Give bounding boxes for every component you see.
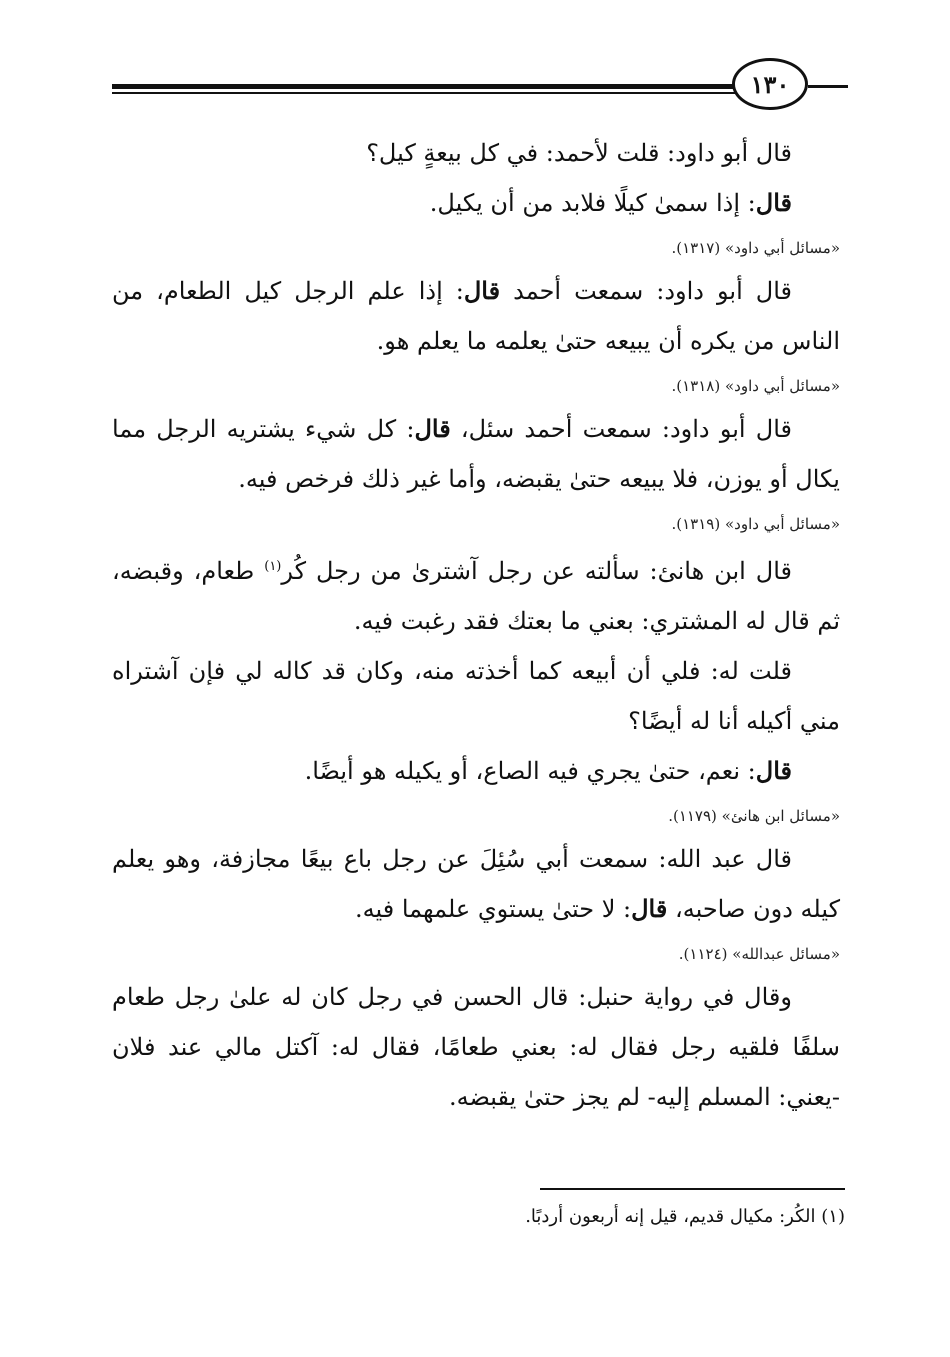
paragraph [112,128,840,178]
page-header [0,55,950,115]
citation: «مسائل أبي داود» (١٣١٩). [671,515,840,533]
keyword-qal: قال [414,414,451,443]
footnote-separator [540,1188,845,1190]
citation: «مسائل عبدالله» (١١٢٤). [678,945,840,963]
text-run: : إذا علم الرجل كيل الطعام، من الناس من يكره أن يبيعه حتىٰ يعلمه ما يعلم هو. [112,277,840,355]
citation: «مسائل أبي داود» (١٣١٧). [671,239,840,257]
text-run: قال أبو داود: قلت لأحمد: في كل بيعةٍ كيل؟ [366,139,792,167]
header-rule-thin [112,92,737,94]
text-run: قال ابن هانئ: سألته عن رجل آشترىٰ من رجل كُر [281,557,792,585]
keyword-qal: قال [631,894,668,923]
page-body [112,128,840,1122]
paragraph [112,178,840,228]
text-run: : إذا سمىٰ كيلًا فلابد من أن يكيل. [429,189,756,217]
page-number-badge [732,58,808,110]
header-rule-end [808,85,848,88]
keyword-qal: قال [755,756,792,785]
header-rule-thick [112,84,737,89]
footnote-ref: (١) [264,559,282,574]
paragraph [112,542,840,646]
citation: «مسائل أبي داود» (١٣١٨). [671,377,840,395]
citation: «مسائل ابن هانئ» (١١٧٩). [668,807,840,825]
paragraph [112,834,840,934]
footnote [112,1202,845,1232]
text-run: قال عبد الله: سمعت أبي سُئِلَ عن رجل باع بيعًا مجازفة، وهو يعلم كيله دون صاحبه، [112,845,840,923]
text-run: وقال في رواية حنبل: قال الحسن في رجل كان له علىٰ رجل طعام سلفًا فلقيه رجل فقال له: بعني طعامًا، فقال له: آكتل مالي عند فلان -يعني: المسلم إليه- لم يجز حتىٰ يقبضه. [112,983,840,1111]
paragraph [112,972,840,1122]
text-run: : كل شيء يشتريه الرجل مما يكال أو يوزن، فلا يبيعه حتىٰ يقبضه، وأما غير ذلك فرخص فيه. [112,415,840,493]
paragraph [112,266,840,366]
text-run: قلت له: فلي أن أبيعه كما أخذته منه، وكان قد كاله لي فإن آشتراه مني أكيله أنا له أيضًا؟ [112,657,840,735]
text-run: طعام، وقبضه، ثم قال له المشتري: بعني ما بعتك فقد رغبت فيه. [112,557,840,635]
keyword-qal: قال [463,276,501,305]
paragraph [112,404,840,504]
page-number: ١٣٠ [750,69,790,99]
footnote-text: (١) الكُر: مكيال قديم، قيل إنه أربعون أردبًا. [525,1206,845,1227]
paragraph [112,746,840,796]
text-run: : نعم، حتىٰ يجري فيه الصاع، أو يكيله هو أيضًا. [304,757,756,785]
keyword-qal: قال [755,188,792,217]
paragraph [112,646,840,746]
text-run: : لا حتىٰ يستوي علمهما فيه. [354,895,632,923]
text-run: قال أبو داود: سمعت أحمد سئل، [450,415,792,443]
text-run: قال أبو داود: سمعت أحمد [500,277,792,305]
